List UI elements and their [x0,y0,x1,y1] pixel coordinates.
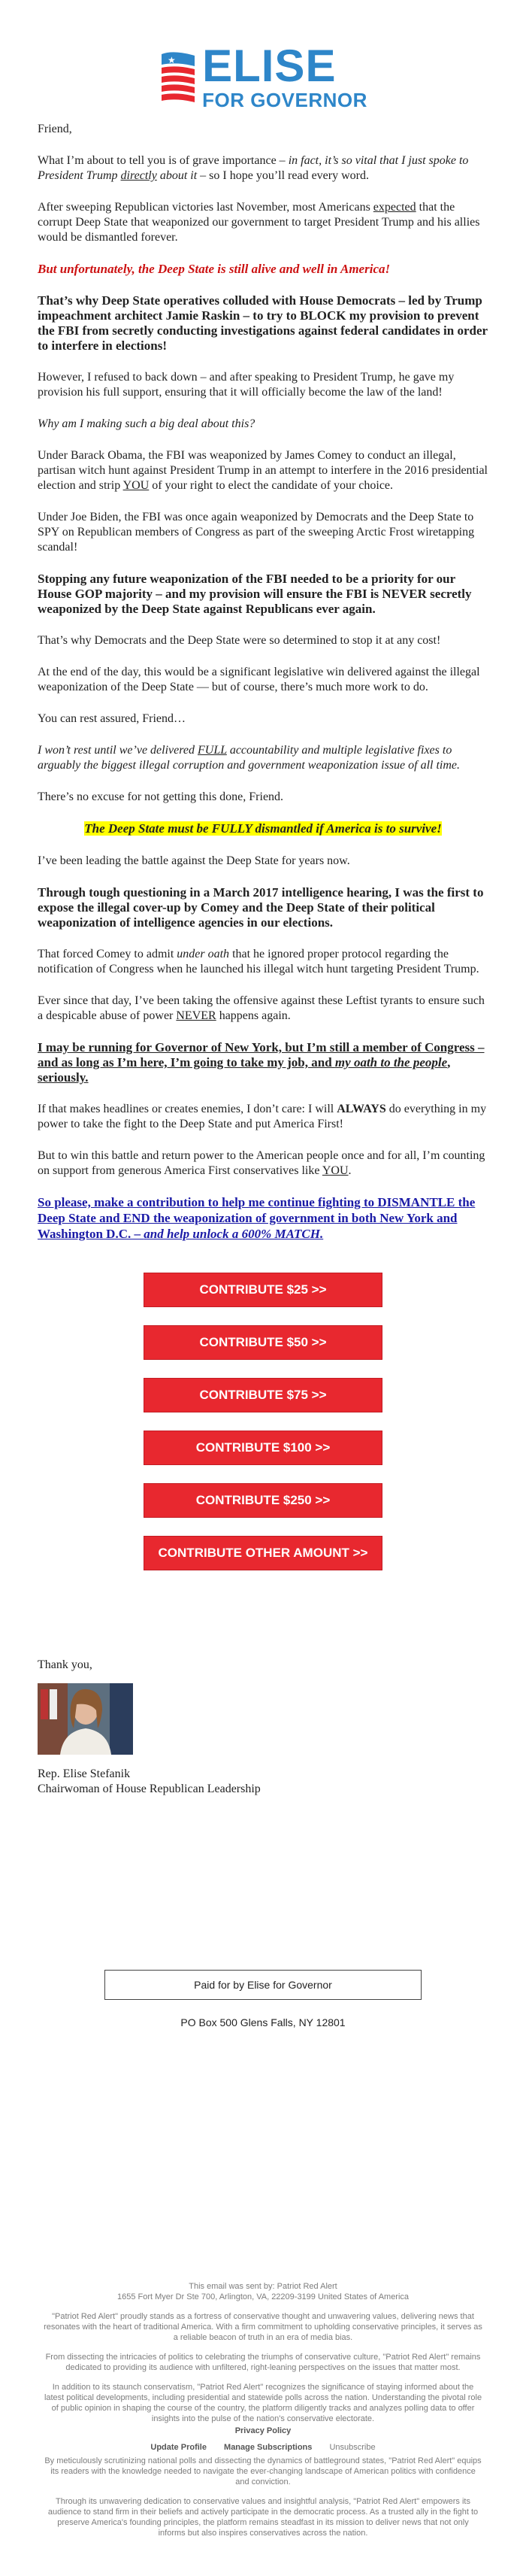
candidate-photo [38,1683,133,1755]
contribute-link[interactable]: So please, make a contribution to help me continue fighting to DISMANTLE the Deep State and END the weaponization of government in both New York and Washington D.C. – and help unlock a 600% MATCH. [38,1195,476,1241]
paragraph: There’s no excuse for not getting this done, Friend. [38,790,284,803]
paragraph: That forced Comey to admit under oath that he ignored proper protocol regarding the notification of Congress when he launched his illegal witch hunt targeting President Trump. [38,948,479,975]
signer-title: Chairwoman of House Republican Leadership [38,1783,261,1795]
flag-logo-icon [159,50,198,104]
paragraph: But to win this battle and return power to the American people once and for all, I’m counting on support from generous America First conservatives like YOU. [38,1149,485,1177]
privacy-policy-link[interactable]: Privacy Policy [234,2426,292,2435]
paragraph: After sweeping Republican victories last November, most Americans expected that the corrupt Deep State that weaponized our government to target President Trump and his allies would be dismantled forever. [38,201,480,244]
paragraph: At the end of the day, this would be a significant legislative win delivered against the illegal weaponization of the Deep State — but of course, there’s much more work to do. [38,666,480,693]
contribute-25-button[interactable]: CONTRIBUTE $25 >> [144,1273,382,1307]
footer-paragraph: From dissecting the intricacies of politics to celebrating the triumphs of conservative culture, "Patriot Red Alert" remains dedicated to providing its audience with unfiltered, right-leaning perspectives on the issues that matter most. [45,2353,481,2372]
svg-text:★: ★ [168,55,176,65]
footer-paragraph: "Patriot Red Alert" proudly stands as a fortress of conservative thought and unwavering values, delivering news that resonates with the heart of traditional America. With a firm commitment to upholding conservative principles, it serves as a reliable beacon of truth in an era of media bias. [44,2312,482,2342]
greeting: Friend, [38,123,72,135]
contribute-100-button[interactable]: CONTRIBUTE $100 >> [144,1431,382,1465]
footer-paragraph: Through its unwavering dedication to conservative values and insightful analysis, "Patriot Red Alert" empowers its audience to stand firm in their beliefs and actively participate in the democratic process. As a trusted ally in the fight to preserve America's founding principles, the platform remains steadfast in its mission to deliver news that not only informs but also inspires conservatives across the nation. [47,2497,479,2538]
manage-subscriptions-link[interactable]: Manage Subscriptions [224,2443,313,2452]
paragraph: That’s why Deep State operatives colluded with House Democrats – led by Trump impeachment architect Jamie Raskin – to try to BLOCK my provision to prevent the FBI from secretly conducting investigations against federal candidates in order to interfere in elections! [38,293,488,353]
sender-line: This email was sent by: Patriot Red Alert [189,2282,337,2291]
paragraph: I’ve been leading the battle against the Deep State for years now. [38,854,350,867]
footer-paragraph: In addition to its staunch conservatism, "Patriot Red Alert" recognizes the significance of staying informed about the latest political developments, including presidential and statewide polls across the nation. Understanding the pivotal role of public opinion in shaping the course of the country, the platform diligently tracks and analyzes polling data to offer insights into the pulse of the nation's conservative electorate. [44,2383,482,2423]
highlighted-statement: The Deep State must be FULLY dismantled if America is to survive! [84,821,442,836]
email-footer [0,2281,526,2538]
paragraph: What I’m about to tell you is of grave importance – in fact, it’s so vital that I just spoke to President Trump directly about it – so I hope you’ll read every word. [38,154,469,182]
paid-for-disclaimer: Paid for by Elise for Governor [104,1970,422,2000]
logo-subtitle: FOR GOVERNOR [202,89,367,111]
paragraph: Under Barack Obama, the FBI was weaponized by James Comey to conduct an illegal, partisan witch hunt against President Trump in an attempt to interfere in the 2016 presidential election and strip YOU of your right to elect the candidate of your choice. [38,449,488,492]
signer-name: Rep. Elise Stefanik [38,1767,131,1780]
paragraph: However, I refused to back down – and after speaking to President Trump, he gave my provision his full support, ensuring that it will officially become the law of the land! [38,371,455,399]
logo-name: ELISE [202,41,337,91]
paragraph: I may be running for Governor of New York, but I’m still a member of Congress – and as long as I’m here, I’m going to take my job, and my oath to the people, seriously. [38,1040,485,1085]
paragraph: I won’t rest until we’ve delivered FULL accountability and multiple legislative fixes to arguably the biggest illegal corruption and government weaponization issue of all time. [38,744,461,772]
paragraph: Why am I making such a big deal about this? [38,417,255,430]
campaign-logo [0,0,526,122]
paragraph: Stopping any future weaponization of the FBI needed to be a priority for our House GOP majority – and my provision will ensure the FBI is NEVER secretly weaponized by the Deep State against Republicans ever again. [38,572,472,616]
paragraph: Ever since that day, I’ve been taking the offensive against these Leftist tyrants to ensure such a despicable abuse of power NEVER happens again. [38,994,485,1022]
alert-headline: But unfortunately, the Deep State is still alive and well in America! [38,262,391,276]
sender-address: 1655 Fort Myer Dr Ste 700, Arlington, VA, 22209-3199 United States of America [116,2292,410,2301]
update-profile-link[interactable]: Update Profile [150,2443,207,2452]
closing: Thank you, [38,1658,92,1671]
paragraph: That’s why Democrats and the Deep State were so determined to stop it at any cost! [38,634,441,647]
footer-links [44,2442,482,2453]
mailing-address: PO Box 500 Glens Falls, NY 12801 [180,2016,346,2028]
contribute-75-button[interactable]: CONTRIBUTE $75 >> [144,1378,382,1412]
paragraph: Through tough questioning in a March 2017 intelligence hearing, I was the first to expose the illegal cover-up by Comey and the Deep State of their political weaponization of intelligence agencies in our elections. [38,885,484,930]
contribute-250-button[interactable]: CONTRIBUTE $250 >> [144,1483,382,1518]
paragraph: You can rest assured, Friend… [38,712,186,725]
letter-body [0,122,526,1242]
contribute-other-button[interactable]: CONTRIBUTE OTHER AMOUNT >> [144,1536,382,1570]
unsubscribe-link[interactable]: Unsubscribe [329,2443,376,2452]
contribute-50-button[interactable]: CONTRIBUTE $50 >> [144,1325,382,1360]
paragraph: If that makes headlines or creates enemies, I don’t care: I will ALWAYS do everything in my power to take the fight to the Deep State and put America First! [38,1103,487,1130]
footer-paragraph: By meticulously scrutinizing national polls and dissecting the dynamics of battleground states, "Patriot Red Alert" equips its readers with the knowledge needed to navigate the ever-changing landscape of American politics with confidence and conviction. [44,2456,482,2486]
paragraph: Under Joe Biden, the FBI was once again weaponized by Democrats and the Deep State to SPY on Republican members of Congress as part of the sweeping Arctic Frost wiretapping scandal! [38,511,475,554]
signature-block [0,1658,526,1797]
contribution-buttons [0,1273,526,1588]
